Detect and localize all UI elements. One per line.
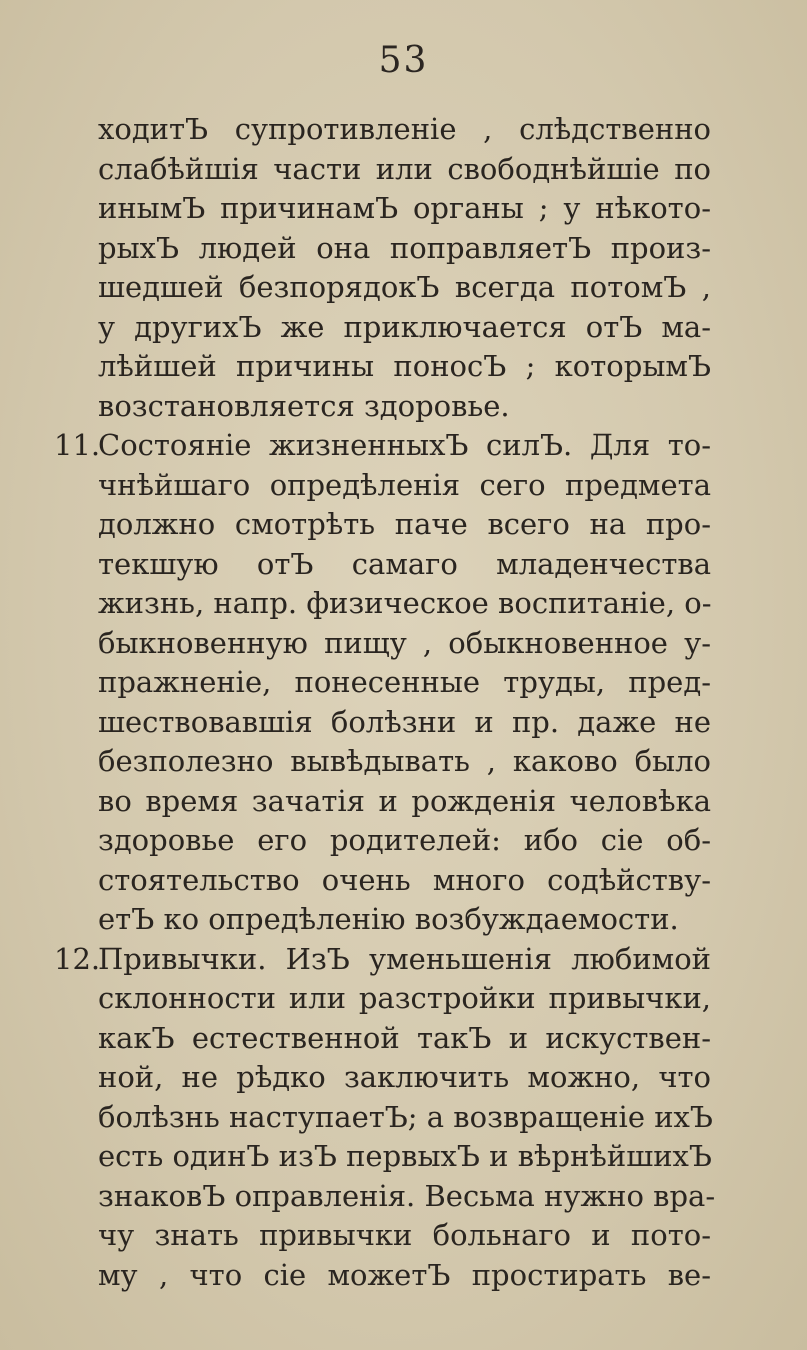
text-line xyxy=(0,188,807,228)
text-line xyxy=(0,386,807,426)
text-line xyxy=(0,307,807,347)
text-line xyxy=(0,504,807,544)
text-line xyxy=(0,1057,807,1097)
line-text: чу знать привычки больнаго и пото- xyxy=(98,1218,711,1252)
text-line xyxy=(0,978,807,1018)
line-text: безполезно вывѣдывать , каково было xyxy=(98,744,711,778)
line-text: быкновенную пищу , обыкновенное у- xyxy=(98,625,711,660)
line-text: возстановляется здоровье. xyxy=(98,388,510,423)
text-line xyxy=(0,425,807,465)
line-text: какЪ естественной такЪ и искуствен- xyxy=(98,1020,711,1055)
text-line xyxy=(0,860,807,900)
section-number: 12. xyxy=(54,941,101,976)
text-line xyxy=(0,702,807,742)
line-text: шествовавшія болѣзни и пр. даже не xyxy=(98,704,711,739)
line-text: знаковЪ оправленія. Весьма нужно вра- xyxy=(98,1178,716,1213)
line-text: есть одинЪ изЪ первыхЪ и вѣрнѣйшихЪ xyxy=(98,1139,712,1173)
line-text: Привычки. ИзЪ уменьшенія любимой xyxy=(98,941,711,976)
line-text: здоровье его родителей: ибо сіе об- xyxy=(98,823,711,857)
text-line xyxy=(0,939,807,979)
text-line xyxy=(0,899,807,939)
text-line xyxy=(0,1018,807,1058)
line-text: у другихЪ же приключается отЪ ма- xyxy=(98,309,711,344)
line-text: ходитЪ супротивленіе , слѣдственно xyxy=(98,112,711,146)
line-text: шедшей безпорядокЪ всегда потомЪ , xyxy=(98,270,711,304)
line-text: пражненіе, понесенные труды, пред- xyxy=(98,665,711,699)
text-line xyxy=(0,741,807,781)
line-text: рыхЪ людей она поправляетЪ произ- xyxy=(98,230,711,265)
text-line xyxy=(0,267,807,307)
line-text: Состояніе жизненныхЪ силЪ. Для то- xyxy=(98,428,711,462)
line-text: слабѣйшія части или свободнѣйшіе по xyxy=(98,151,711,186)
line-text: лѣйшей причины поносЪ ; которымЪ xyxy=(98,349,711,383)
text-line xyxy=(0,465,807,505)
text-line xyxy=(0,1215,807,1255)
text-line xyxy=(0,346,807,386)
line-text: чнѣйшаго опредѣленія сего предмета xyxy=(98,467,711,502)
text-line xyxy=(0,109,807,149)
page-number: 53 xyxy=(378,40,429,81)
section-number: 11. xyxy=(54,428,101,462)
text-line xyxy=(0,1136,807,1176)
text-line xyxy=(0,544,807,584)
line-text: текшую отЪ самаго младенчества xyxy=(98,546,711,581)
text-line xyxy=(0,1255,807,1295)
line-text: должно смотрѣть паче всего на про- xyxy=(98,507,711,541)
line-text: етЪ ко опредѣленію возбуждаемости. xyxy=(98,902,679,936)
line-text: жизнь, напр. физическое воспитаніе, о- xyxy=(98,586,712,620)
line-text: склонности или разстройки привычки, xyxy=(98,981,711,1015)
text-line xyxy=(0,583,807,623)
line-text: инымЪ причинамЪ органы ; у нѣкото- xyxy=(98,191,711,225)
text-line xyxy=(0,149,807,189)
text-line xyxy=(0,623,807,663)
text-line xyxy=(0,781,807,821)
line-text: болѣзнь наступаетЪ; а возвращеніе ихЪ xyxy=(98,1099,713,1134)
text-line xyxy=(0,820,807,860)
text-line xyxy=(0,662,807,702)
line-text: ной, не рѣдко заключить можно, что xyxy=(98,1060,711,1094)
text-line xyxy=(0,228,807,268)
line-text: му , что сіе можетЪ простирать ве- xyxy=(98,1257,711,1292)
line-text: во время зачатія и рожденія человѣка xyxy=(98,783,711,818)
text-line xyxy=(0,1097,807,1137)
line-text: стоятельство очень много содѣйству- xyxy=(98,862,711,897)
text-line xyxy=(0,1176,807,1216)
